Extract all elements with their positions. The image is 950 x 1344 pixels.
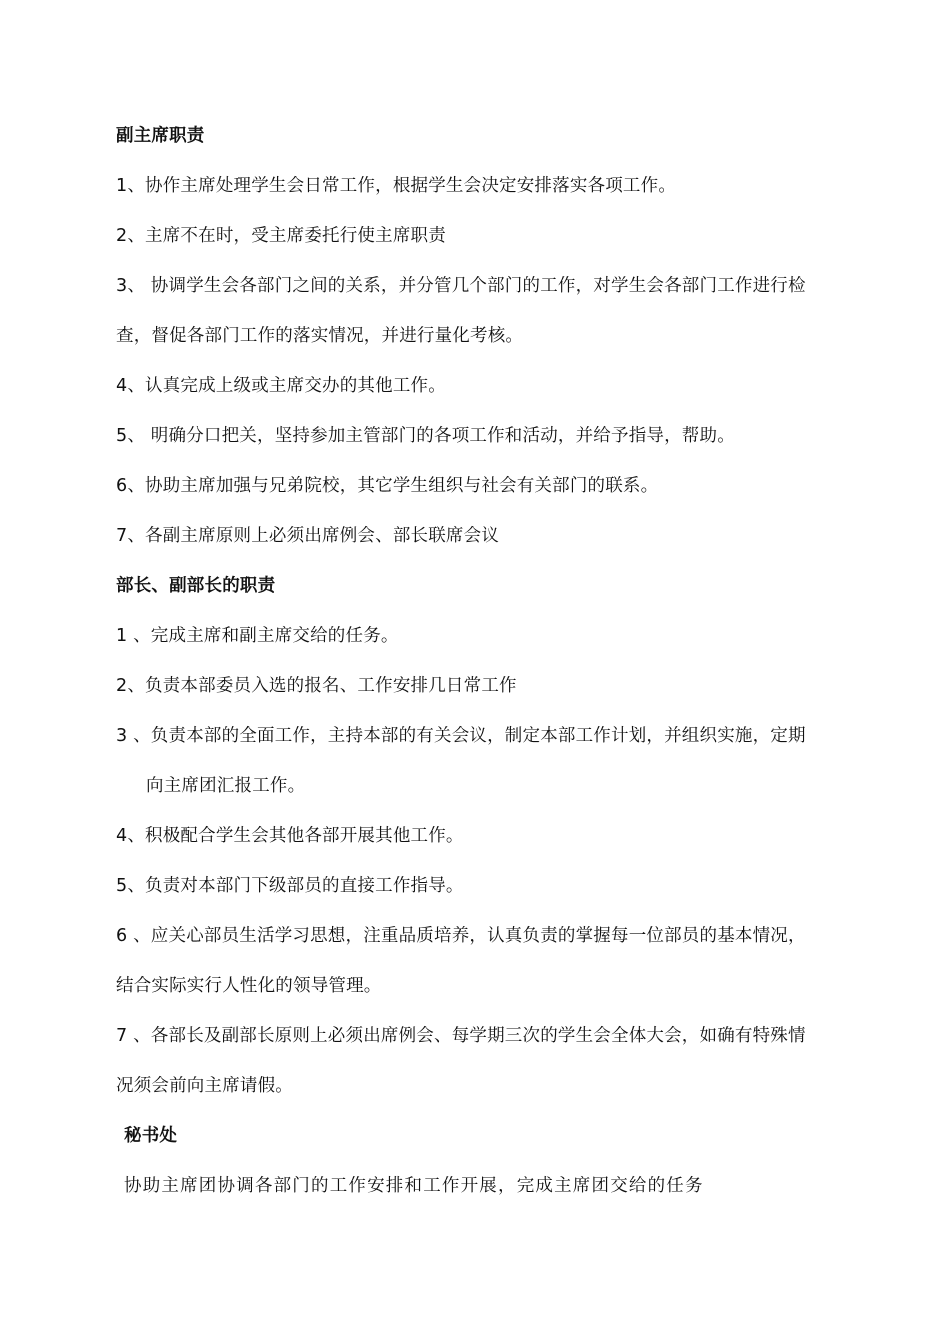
section-heading-secretariat: 秘书处 [124,1126,178,1146]
paragraph-line: 2、负责本部委员入选的报名、工作安排几日常工作 [116,676,517,696]
paragraph-line: 查，督促各部门工作的落实情况，并进行量化考核。 [116,326,524,346]
section-heading-minister: 部长、副部长的职责 [116,576,276,596]
paragraph-line: 5、负责对本部门下级部员的直接工作指导。 [116,876,464,896]
paragraph-line: 1 、完成主席和副主席交给的任务。 [116,626,399,646]
paragraph-line: 况须会前向主席请假。 [116,1076,293,1096]
paragraph-line: 6、协助主席加强与兄弟院校，其它学生组织与社会有关部门的联系。 [116,476,659,496]
paragraph-line: 7、各副主席原则上必须出席例会、部长联席会议 [116,526,500,546]
paragraph-line: 7 、各部长及副部长原则上必须出席例会、每学期三次的学生会全体大会，如确有特殊情 [116,1026,806,1046]
paragraph-line: 3 、负责本部的全面工作，主持本部的有关会议，制定本部工作计划，并组织实施，定期 [116,726,806,746]
paragraph-line: 3、 协调学生会各部门之间的关系，并分管几个部门的工作，对学生会各部门工作进行检 [116,276,806,296]
paragraph-line: 5、 明确分口把关，坚持参加主管部门的各项工作和活动，并给予指导，帮助。 [116,426,735,446]
section-heading-vice-chair: 副主席职责 [116,126,205,146]
paragraph-line: 协助主席团协调各部门的工作安排和工作开展，完成主席团交给的任务 [124,1176,704,1196]
paragraph-line: 向主席团汇报工作。 [146,776,306,796]
paragraph-line: 4、积极配合学生会其他各部开展其他工作。 [116,826,464,846]
paragraph-line: 4、认真完成上级或主席交办的其他工作。 [116,376,446,396]
paragraph-line: 1、协作主席处理学生会日常工作，根据学生会决定安排落实各项工作。 [116,176,677,196]
paragraph-line: 2、主席不在时，受主席委托行使主席职责 [116,226,446,246]
paragraph-line: 结合实际实行人性化的领导管理。 [116,976,382,996]
paragraph-line: 6 、应关心部员生活学习思想，注重品质培养，认真负责的掌握每一位部员的基本情况， [116,926,806,946]
